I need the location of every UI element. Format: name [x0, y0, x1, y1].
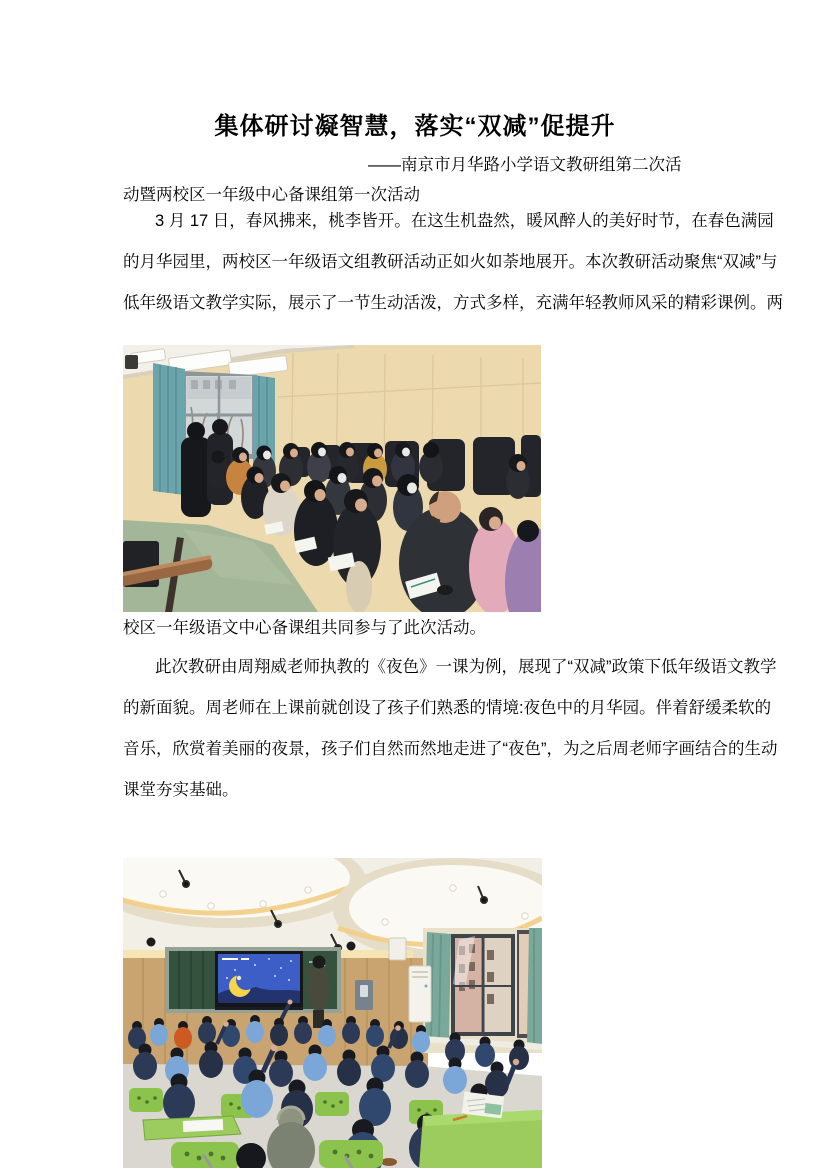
paragraph-1 [123, 201, 783, 324]
text-line: 此次教研由周翔威老师执教的《夜色》一课为例，展现了“双减”政策下低年级语文教学 [155, 658, 777, 676]
meeting-room-illustration [123, 345, 541, 612]
classroom-windows [451, 930, 531, 1038]
wall-speaker [389, 938, 406, 960]
classroom-illustration [123, 858, 542, 1168]
article-title: 集体研讨凝智慧，落实“双减”促提升 [214, 113, 616, 140]
text-line: 音乐，欣赏着美丽的夜景，孩子们自然而然地走进了“夜色”，为之后周老师字画结合的生动 [123, 740, 778, 758]
paragraph-2 [123, 647, 778, 811]
paragraph-1-continuation: 校区一年级语文中心备课组共同参与了此次活动。 [123, 619, 486, 637]
text-line: 低年级语文教学实际，展示了一节生动活泼，方式多样，充满年轻教师风采的精彩课例。两 [123, 294, 783, 312]
text-line: ——南京市月华路小学语文教研组第二次活 [368, 156, 682, 174]
text-line: 动暨两校区一年级中心备课组第一次活动 [123, 186, 420, 204]
text-line: 的新面貌。周老师在上课前就创设了孩子们熟悉的情境:夜色中的月华园。伴着舒缓柔软的 [123, 699, 772, 717]
air-conditioner [409, 966, 431, 1022]
text-line: 的月华园里，两校区一年级语文组教研活动正如火如荼地展开。本次教研活动聚焦“双减”与 [123, 253, 778, 271]
text-line: 3 月 17 日，春风拂来，桃李皆开。在这生机盎然，暖风醉人的美好时节，在春色满园 [155, 212, 774, 230]
text-line: 课堂夯实基础。 [123, 781, 239, 799]
meeting-room-photo [123, 345, 541, 612]
classroom-photo [123, 858, 542, 1168]
